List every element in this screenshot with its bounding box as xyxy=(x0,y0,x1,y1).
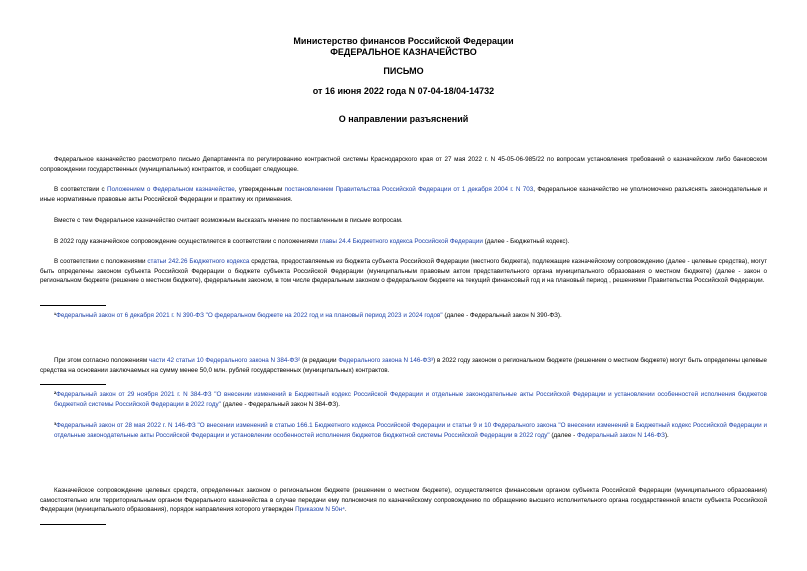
footnote-3 xyxy=(40,421,767,440)
text: средства, предоставляемые из бюджета субъекта Российской Федерации (местного бюджета), подлежащие казначейскому сопровождению (далее - целевые средства), могут быть определены законом субъекта Российской Федерации о бюджете субъекта Российской Федерации (муниципальным правовым актом представительного органа муниципального образования о местном бюджете) (далее - закон о региональном бюджете (решение о местном бюджете), федеральным законом, в том числе федеральным законом о федеральном бюджете на текущий финансовый год и на плановый период , решениями Правительства Российской Федерации. xyxy=(40,258,767,284)
text: ) в 2022 году законом о региональном бюджете (решением о местном бюджете) могут быть определены целевые средства на основании заключаемых на сумму менее 50,0 млн. рублей государственных (муниципальных) контрактов. xyxy=(40,357,767,374)
paragraph-7 xyxy=(40,486,767,515)
link-federal-law-146-title[interactable]: Федеральный закон от 28 мая 2022 г. N 146-ФЗ "О внесении изменений в статью 166.1 Бюджетного кодекса Российской Федерации и статьи 9 и 10 Федерального закона "О внесении изменений в Бюджетный кодекс Российской Федерации и отдельные законодательные акты Российской Федерации и установлении особенностей исполнения бюджетов бюджетной системы Российской Федерации в 2022 году" xyxy=(54,422,767,439)
link-law-384-article[interactable]: части 42 статьи 10 Федерального закона N 384-ФЗ xyxy=(148,357,299,364)
footnote-divider xyxy=(40,384,106,385)
text: ). xyxy=(664,431,669,439)
footnote-divider xyxy=(40,305,106,306)
text: (далее - Бюджетный кодекс). xyxy=(482,238,570,245)
paragraph-4 xyxy=(40,237,767,247)
text: При этом согласно положениям xyxy=(54,357,149,364)
link-budget-code-article[interactable]: статьи 242.26 Бюджетного кодекса xyxy=(147,258,250,265)
text: В 2022 году казначейское сопровождение осуществляется в соответствии с положениями xyxy=(54,238,320,245)
link-budget-code-chapter[interactable]: главы 24.4 Бюджетного кодекса Российской Федерации xyxy=(319,238,483,245)
text: (далее - Федеральный закон N 384-ФЗ). xyxy=(220,400,341,408)
footnote-1 xyxy=(40,311,767,321)
link-law-146[interactable]: Федерального закона N 146-ФЗ xyxy=(338,357,432,364)
paragraph-2 xyxy=(40,185,767,204)
text: (далее - Федеральный закон N 390-ФЗ). xyxy=(442,312,562,319)
paragraph-6 xyxy=(40,356,767,375)
link-federal-law-384[interactable]: Федеральный закон от 29 ноября 2021 г. N 384-ФЗ "О внесении изменений в Бюджетный кодекс Российской Федерации и отдельные законодательные акты Российской Федерации и установлении особенностей исполнения бюджетов бюджетной системы Российской Федерации в 2022 году" xyxy=(54,391,767,408)
link-federal-law-146[interactable]: Федеральный закон N 146-ФЗ xyxy=(576,431,665,439)
footnote-mark: ¹ xyxy=(54,312,57,319)
paragraph-3: Вместе с тем Федеральное казначейство считает возможным высказать мнение по поставленным в письме вопросам. xyxy=(54,217,403,224)
text: Казначейское сопровождение целевых средств, определенных законом о региональном бюджете (решением о местном бюджете), осуществляется финансовым органом субъекта Российской Федерации (муниципального образования) самостоятельно или территориальным органом Федерального казначейства в случае передачи ему полномочия по казначейскому сопровождению по обращению высшего исполнительного органа государственной власти субъекта Российской Федерации (муниципального образования), порядок направления которого утвержден xyxy=(40,487,767,513)
link-regulation[interactable]: Положением о Федеральном казначействе xyxy=(107,186,235,193)
footnote-ref[interactable]: ² xyxy=(298,357,301,364)
link-federal-law-390[interactable]: Федеральный закон от 6 декабря 2021 г. N 390-ФЗ "О федеральном бюджете на 2022 год и на плановый период 2023 и 2024 годов" xyxy=(56,312,443,319)
footnote-divider xyxy=(40,524,106,525)
paragraph-1: Федеральное казначейство рассмотрело письмо Департамента по регулированию контрактной системы Краснодарского края от 27 мая 2022 г. N 45-05-06-985/22 по вопросам установления требований о казначейском либо банковском сопровождении государственных (муниципальных) контрактов, и сообщает следующее. xyxy=(40,156,767,173)
document-subject: О направлении разъяснений xyxy=(338,114,469,124)
agency-title: ФЕДЕРАЛЬНОЕ КАЗНАЧЕЙСТВО xyxy=(330,47,477,57)
footnote-ref[interactable]: ³ xyxy=(431,357,434,364)
document-date-number: от 16 июня 2022 года N 07-04-18/04-14732 xyxy=(312,86,495,96)
link-government-decree[interactable]: постановлением Правительства Российской Федерации от 1 декабря 2004 г. N 703 xyxy=(284,186,534,193)
text: В соответствии с xyxy=(54,186,108,193)
text: , Федеральное казначейство не уполномочено разъяснять законодательные и иные нормативные правовые акты Российской Федерации и практику их применения. xyxy=(40,186,767,203)
document-type: ПИСЬМО xyxy=(383,66,424,76)
text: В соответствии с положениями xyxy=(54,258,148,265)
text: (в редакции xyxy=(300,357,339,364)
footnote-mark: ³ xyxy=(54,422,57,429)
footnote-ref[interactable]: ⁴ xyxy=(342,506,345,513)
text: . xyxy=(344,506,347,513)
ministry-title: Министерство финансов Российской Федерации xyxy=(293,36,514,46)
footnote-mark: ² xyxy=(54,391,57,398)
link-order-50n[interactable]: Приказом N 50н xyxy=(295,506,343,513)
footnote-2 xyxy=(40,390,767,409)
text: (далее - xyxy=(549,431,577,439)
text: , утвержденным xyxy=(234,186,285,193)
paragraph-5 xyxy=(40,257,767,286)
